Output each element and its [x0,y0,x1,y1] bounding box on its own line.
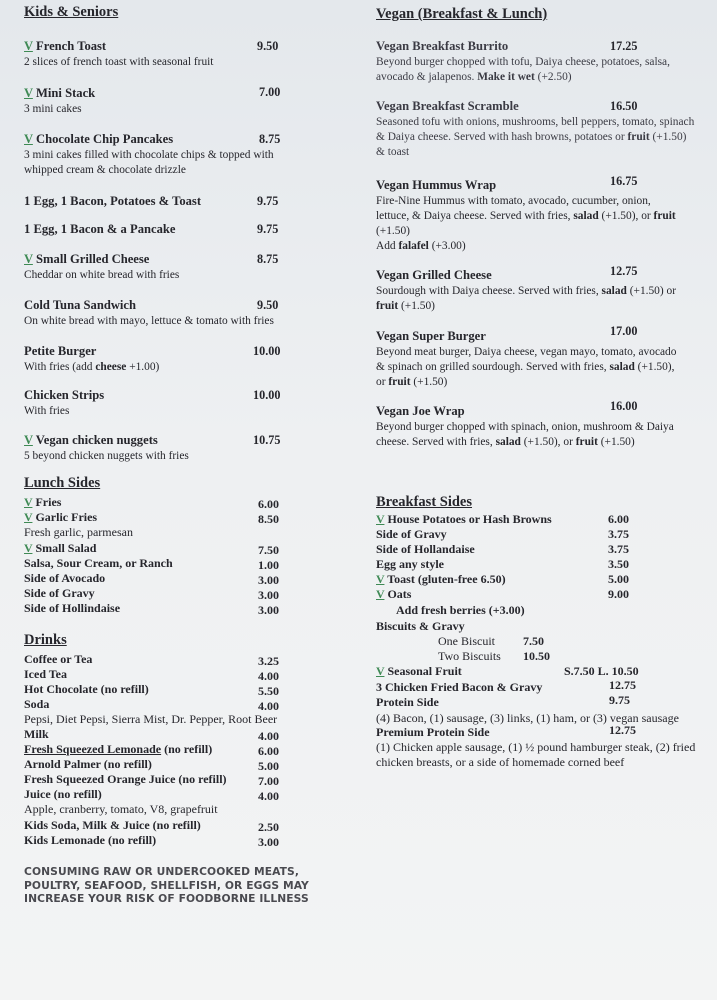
side-hollindaise: Side of Hollindaise [24,601,121,615]
item-price: 5.50 [258,684,279,698]
item-price: 12.75 [609,723,636,737]
drink-milk: Milk [24,727,49,741]
item-price: 2.50 [258,820,279,834]
menu-item-chocolate-chip-pancakes: V Chocolate Chip Pancakes 3 mini cakes filled with chocolate chips & topped with whipped cream & chocolate drizzle [24,130,294,178]
item-price: 4.00 [258,789,279,803]
add-berries: Add fresh berries (+3.00) [396,603,525,617]
menu-item-vegan-super-burger: Vegan Super Burger Beyond meat burger, Daiya cheese, vegan mayo, tomato, avocado & spinach on grilled sourdough. Served with fries, salad (+1.50), or fruit (+1.50) [376,329,677,388]
item-price: 16.00 [610,399,638,413]
vegan-mark: V [24,39,33,53]
menu-item-vegan-breakfast-scramble: Vegan Breakfast Scramble Seasoned tofu with onions, mushrooms, bell peppers, tomato, spinach & Daiya cheese. Served with hash browns, potatoes or fruit (+1.50) & toast [376,99,695,158]
item-price: 3.00 [258,588,279,602]
side-gravy: Side of Gravy [24,586,95,600]
drink-juice-desc: Apple, cranberry, tomato, V8, grapefruit [24,802,218,816]
item-price: 9.75 [257,222,279,236]
item-description: 2 slices of french toast with seasonal fruit [24,56,214,68]
item-price: 3.50 [608,557,629,571]
item-price: 3.00 [258,835,279,849]
item-price: 6.00 [258,497,279,511]
item-price: S.7.50 L. 10.50 [564,664,639,678]
foodborne-illness-warning: CONSUMING RAW OR UNDERCOOKED MEATS, POULTRY, SEAFOOD, SHELLFISH, OR EGGS MAY INCREASE YOUR RISK OF FOODBORNE ILLNESS [24,865,309,905]
item-description: On white bread with mayo, lettuce & tomato with fries [24,315,274,327]
item-price: 5.00 [258,759,279,773]
protein-side-desc: (4) Bacon, (1) sausage, (3) links, (1) ham, or (3) vegan sausage [376,711,679,725]
item-price: 8.75 [259,132,281,146]
menu-item-vegan-grilled-cheese: Vegan Grilled Cheese Sourdough with Daiya cheese. Served with fries, salad (+1.50) or fruit (+1.50) [376,268,677,312]
item-price: 1.00 [258,558,279,572]
protein-side: Protein Side [376,695,439,709]
item-price: 10.50 [523,649,550,663]
item-price: 9.00 [608,587,629,601]
item-price: 4.00 [258,669,279,683]
item-price: 4.00 [258,699,279,713]
bside-toast: V Toast (gluten-free 6.50) [376,572,506,586]
item-description: With fries (add cheese +1.00) [24,361,160,373]
drink-kids-lemonade: Kids Lemonade (no refill) [24,833,157,847]
item-price: 3.00 [258,573,279,587]
item-price: 3.75 [608,542,629,556]
item-price: 9.50 [257,39,279,53]
item-description: Cheddar on white bread with fries [24,269,180,281]
menu-item-egg-bacon-pancake: 1 Egg, 1 Bacon & a Pancake [24,222,176,236]
vegan-mark: V [24,252,33,266]
seasonal-fruit: V Seasonal Fruit [376,664,462,678]
kids-seniors-heading: Kids & Seniors [24,4,119,20]
item-price: 3.00 [258,603,279,617]
side-fries: V Fries [24,495,62,509]
menu-item-small-grilled-cheese: V Small Grilled Cheese Cheddar on white bread with fries [24,250,324,283]
item-description: 5 beyond chicken nuggets with fries [24,450,189,462]
menu-item-vegan-joe-wrap: Vegan Joe Wrap Beyond burger chopped with spinach, onion, mushroom & Daiya cheese. Served with fries, salad (+1.50), or fruit (+1.50) [376,404,674,448]
drink-soda: Soda [24,697,50,711]
premium-protein-desc: (1) Chicken apple sausage, (1) ½ pound hamburger steak, (2) fried chicken breasts, or a side of homemade corned beef [376,740,696,769]
vegan-heading: Vegan (Breakfast & Lunch) [376,6,548,22]
item-price: 3.75 [608,527,629,541]
drink-orange-juice: Fresh Squeezed Orange Juice (no refill) [24,772,227,786]
biscuits-gravy: Biscuits & Gravy [376,619,465,633]
item-price: 9.50 [257,298,279,312]
breakfast-sides-heading: Breakfast Sides [376,494,473,510]
side-salsa: Salsa, Sour Cream, or Ranch [24,556,173,570]
item-description: 3 mini cakes filled with chocolate chips & topped with whipped cream & chocolate drizzle [24,149,274,176]
drink-juice: Juice (no refill) [24,787,102,801]
menu-item-mini-stack: V Mini Stack 3 mini cakes [24,84,344,117]
bside-egg: Egg any style [376,557,445,571]
item-price: 16.50 [610,99,638,113]
menu-item-petite-burger: Petite Burger With fries (add cheese +1.00) [24,342,324,375]
chicken-fried-bacon: 3 Chicken Fried Bacon & Gravy [376,680,543,694]
item-price: 7.00 [259,85,281,99]
item-price: 12.75 [609,678,636,692]
drink-iced-tea: Iced Tea [24,667,68,681]
item-price: 7.00 [258,774,279,788]
item-price: 6.00 [258,744,279,758]
item-price: 16.75 [610,174,638,188]
item-price: 5.00 [608,572,629,586]
menu-item-vegan-chicken-nuggets: V Vegan chicken nuggets 5 beyond chicken nuggets with fries [24,431,324,464]
drink-arnold-palmer: Arnold Palmer (no refill) [24,757,152,771]
side-small-salad: V Small Salad [24,541,97,555]
bside-potatoes: V House Potatoes or Hash Browns [376,512,552,526]
vegan-mark: V [24,86,33,100]
vegan-mark: V [24,132,33,146]
bside-hollandaise: Side of Hollandaise [376,542,475,556]
item-description: With fries [24,405,70,417]
side-avocado: Side of Avocado [24,571,106,585]
item-description: 3 mini cakes [24,103,82,115]
item-price: 8.50 [258,512,279,526]
one-biscuit: One Biscuit [438,634,495,648]
lunch-sides-heading: Lunch Sides [24,475,101,491]
side-garlic-fries: V Garlic Fries [24,510,98,524]
bside-oats: V Oats [376,587,412,601]
item-price: 9.75 [257,194,279,208]
vegan-mark: V [24,433,33,447]
item-price: 6.00 [608,512,629,526]
item-price: 9.75 [609,693,630,707]
item-price: 10.75 [253,433,281,447]
drink-coffee-tea: Coffee or Tea [24,652,93,666]
menu-item-vegan-breakfast-burrito: Vegan Breakfast Burrito Beyond burger chopped with tofu, Daiya cheese, potatoes, salsa, avocado & jalapenos. Make it wet (+2.50) [376,39,670,83]
menu-item-vegan-hummus-wrap: Vegan Hummus Wrap Fire-Nine Hummus with tomato, avocado, cucumber, onion, lettuce, & Daiya cheese. Served with fries, salad (+1.50), or fruit (+1.50) Add falafel (+3.00) [376,178,676,252]
item-price: 8.75 [257,252,279,266]
menu-item-cold-tuna-sandwich: Cold Tuna Sandwich On white bread with mayo, lettuce & tomato with fries [24,296,354,329]
drinks-heading: Drinks [24,632,67,648]
item-price: 17.25 [610,39,638,53]
item-price: 10.00 [253,388,281,402]
bside-gravy: Side of Gravy [376,527,447,541]
menu-item-french-toast: V French Toast 2 slices of french toast with seasonal fruit [24,37,344,70]
item-price: 10.00 [253,344,281,358]
side-garlic-fries-desc: Fresh garlic, parmesan [24,525,133,539]
drink-kids-soda: Kids Soda, Milk & Juice (no refill) [24,818,201,832]
drink-lemonade: Fresh Squeezed Lemonade (no refill) [24,742,213,756]
item-price: 17.00 [610,324,638,338]
menu-item-egg-bacon-potatoes-toast: 1 Egg, 1 Bacon, Potatoes & Toast [24,194,202,208]
item-price: 7.50 [523,634,544,648]
premium-protein-side: Premium Protein Side [376,725,490,739]
drink-soda-desc: Pepsi, Diet Pepsi, Sierra Mist, Dr. Pepper, Root Beer [24,712,278,726]
menu-item-chicken-strips: Chicken Strips With fries [24,386,324,419]
item-price: 7.50 [258,543,279,557]
item-price: 4.00 [258,729,279,743]
item-price: 3.25 [258,654,279,668]
drink-hot-chocolate: Hot Chocolate (no refill) [24,682,149,696]
two-biscuits: Two Biscuits [438,649,501,663]
item-price: 12.75 [610,264,638,278]
